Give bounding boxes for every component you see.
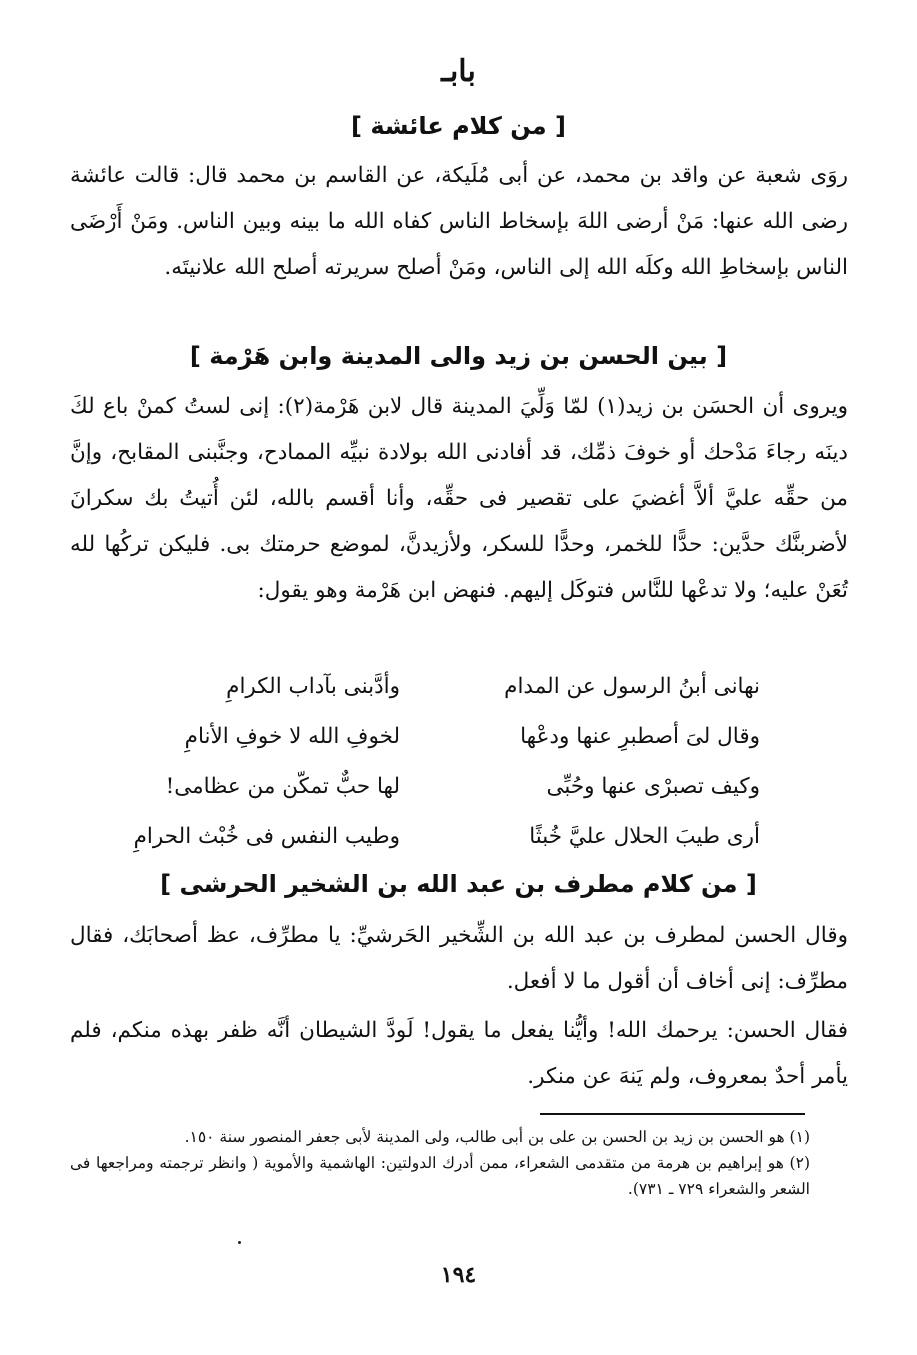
section-heading-mutarrif: [ من كلام مطرف بن عبد الله بن الشخير الحرشى ] xyxy=(160,870,757,898)
footnotes xyxy=(70,1124,810,1202)
ink-speck xyxy=(238,1241,241,1244)
verse-first-hemistich: وكيف تصبرْى عنها وحُبِّى xyxy=(546,774,760,799)
paragraph-aisha: روَى شعبة عن واقد بن محمد، عن أبى مُلَيكة، عن القاسم بن محمد قال: قالت عائشة رضى الله عنها: مَنْ أرضى اللهَ بإسخاط الناس كفاه الله ما بينه وبين الناس. ومَنْ أَرْضَى الناس بإسخاطِ الله وكلَه الله إلى الناس، ومَنْ أصلح سريرته أصلح الله علانيتَه. xyxy=(70,163,848,280)
poem-verse xyxy=(100,662,760,712)
footnote-separator xyxy=(540,1113,805,1115)
page-number: ١٩٤ xyxy=(440,1262,477,1288)
verse-first-hemistich: نهانى أبنُ الرسول عن المدام xyxy=(504,674,760,699)
verse-second-hemistich: وأدَّبنى بآداب الكرامِ xyxy=(226,674,400,699)
verse-second-hemistich: وطيب النفس فى خُبْث الحرامِ xyxy=(133,824,400,849)
verse-second-hemistich: لها حبٌّ تمكّن من عظامى! xyxy=(165,774,400,799)
poem-verse xyxy=(100,712,760,762)
chapter-title: بابـ xyxy=(441,54,476,89)
footnote-2: (٢) هو إبراهيم بن هرمة من متقدمى الشعراء، ممن أدرك الدولتين: الهاشمية والأموية ( وانظر ترجمته ومراجعها فى الشعر والشعراء ٧٢٩ ـ ٧٣١). xyxy=(70,1154,810,1198)
paragraph-mutarrif-2: فقال الحسن: يرحمك الله! وأيُّنا يفعل ما يقول! لَودَّ الشيطان أنَّه ظفر بهذه منكم، فلم يأمر أحدٌ بمعروف، ولم يَنهَ عن منكر. xyxy=(70,1018,848,1089)
verse-second-hemistich: لخوفِ الله لا خوفِ الأنامِ xyxy=(184,724,400,749)
verse-first-hemistich: أرى طيبَ الحلال عليَّ خُبثًا xyxy=(529,824,760,849)
poem-verse xyxy=(100,812,760,862)
section-heading-aisha: [ من كلام عائشة ] xyxy=(351,112,566,140)
poem xyxy=(100,662,760,862)
paragraph-hasan-ibn-harma: ويروى أن الحسَن بن زيد(١) لمّا وَلِّيَ المدينة قال لابن هَرْمة(٢): إنى لستُ كمنْ باع لكَ دينَه رجاءَ مَدْحك أو خوفَ ذمِّك، قد أفادنى الله بولادة نبيِّه الممادح، وجنَّبنى المقابح، وإنَّ من حقِّه عليَّ ألاَّ أغضيَ على تقصير فى حقِّه، وأنا أقسم بالله، لئن أُتيتُ بك سكرانَ لأضربنَّك حدَّين: حدًّا للخمر، وحدًّا للسكر، ولأزيدنَّ، لموضع حرمتك بى. فليكن تركُها لله تُعَنْ عليه؛ ولا تدعْها للنَّاس فتوكَل إليهم. فنهض ابن هَرْمة وهو يقول: xyxy=(70,394,848,603)
poem-verse xyxy=(100,762,760,812)
footnote-1: (١) هو الحسن بن زيد بن الحسن بن على بن أبى طالب، ولى المدينة لأبى جعفر المنصور سنة ١٥٠. xyxy=(184,1128,810,1146)
verse-first-hemistich: وقال لىَ أصطبرِ عنها ودعْها xyxy=(520,724,760,749)
section-heading-hasan-ibn-harma: [ بين الحسن بن زيد والى المدينة وابن هَرْمة ] xyxy=(189,342,728,370)
paragraph-mutarrif-1: وقال الحسن لمطرف بن عبد الله بن الشِّخير الحَرشيِّ: يا مطرِّف، عظ أصحابَك، فقال مطرِّف: إنى أخاف أن أقول ما لا أفعل. xyxy=(70,923,848,994)
